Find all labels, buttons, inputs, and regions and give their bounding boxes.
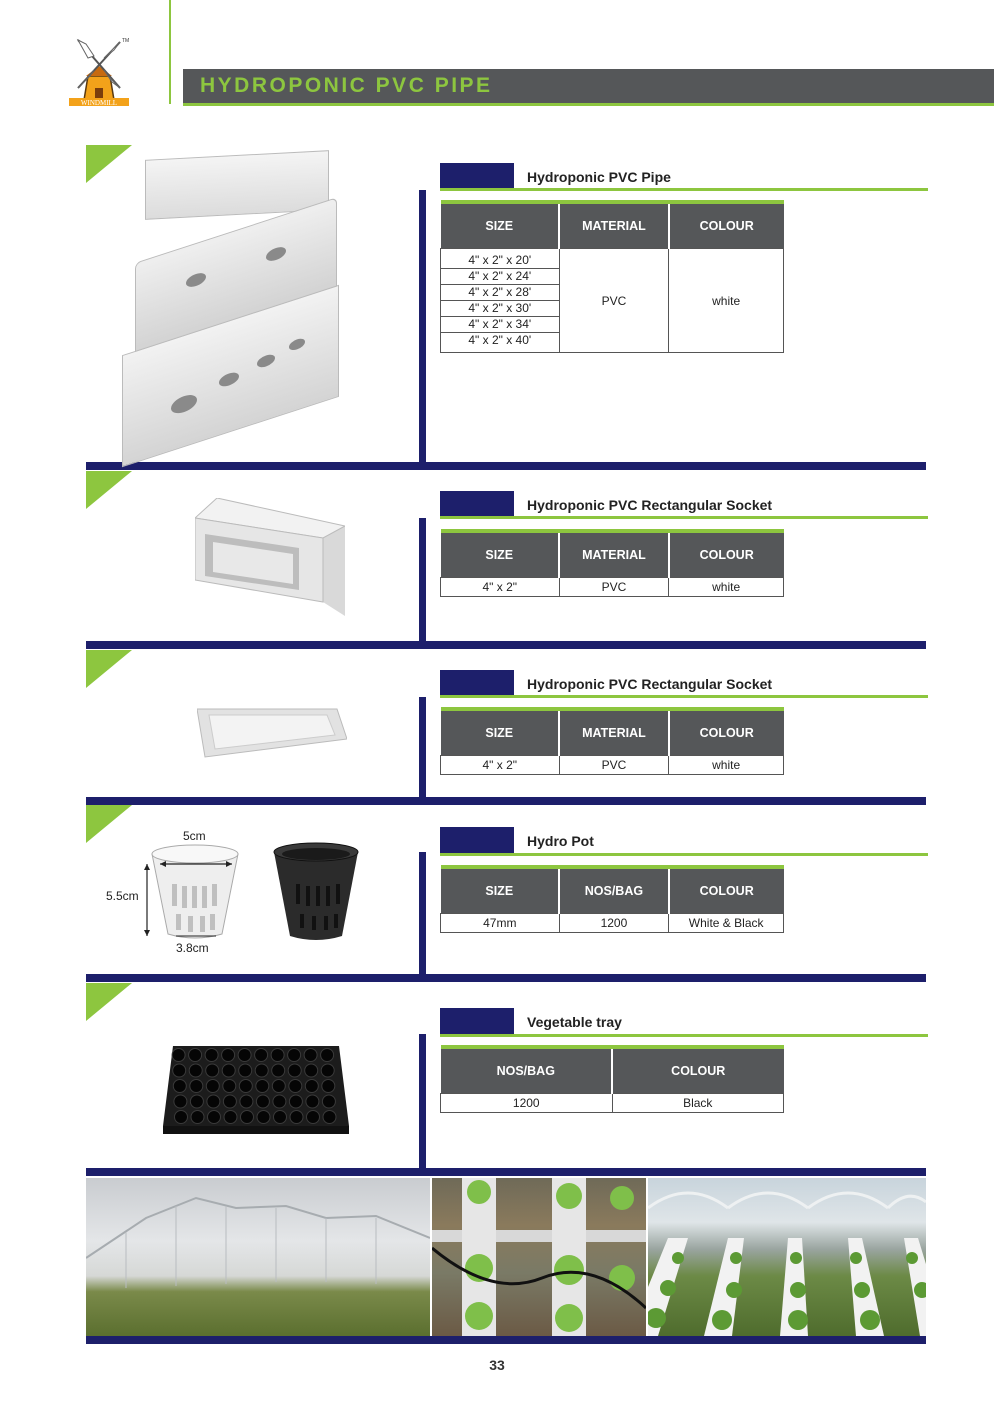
tray-cell: [241, 1111, 254, 1124]
greenhouse-photo: [86, 1178, 430, 1336]
section-hline-5: [86, 1168, 926, 1176]
tray-cell: [272, 1080, 285, 1093]
size-item: 4" x 2" x 30': [441, 301, 559, 317]
product-title-4: Hydro Pot: [527, 833, 594, 849]
col-header-material: MATERIAL: [559, 202, 669, 249]
size-item: 4" x 2" x 34': [441, 317, 559, 333]
tray-cell: [191, 1111, 204, 1124]
tray-cell: [271, 1049, 284, 1062]
dimension-bottom-label: 3.8cm: [176, 941, 209, 955]
tray-cell: [274, 1111, 287, 1124]
colour-cell: white: [669, 756, 784, 775]
label-block-2: [440, 491, 514, 517]
tray-cell: [307, 1111, 320, 1124]
section-vline-3: [419, 697, 426, 800]
tray-cell: [189, 1064, 202, 1077]
section-hline-4: [86, 974, 926, 982]
seedling-farm-photo: [648, 1178, 926, 1336]
tray-cell: [304, 1049, 317, 1062]
vegetable-tray-image: [163, 1044, 349, 1136]
label-line-5: [440, 1034, 928, 1037]
tray-cell: [306, 1095, 319, 1108]
header-divider: [169, 0, 171, 104]
tray-cell: [256, 1080, 269, 1093]
size-cell: 4" x 2": [441, 578, 560, 597]
tray-cell: [289, 1080, 302, 1093]
tray-cell: [208, 1111, 221, 1124]
col-header-size: SIZE: [441, 202, 560, 249]
tray-cell: [240, 1095, 253, 1108]
colour-cell: white: [669, 249, 784, 353]
spec-table-1: [440, 200, 784, 353]
label-line-2: [440, 516, 928, 519]
footer-bar: [86, 1336, 926, 1344]
col-header-colour: COLOUR: [669, 202, 784, 249]
section-corner-3: [86, 650, 132, 688]
tray-cell: [190, 1080, 203, 1093]
tray-cell: [288, 1049, 301, 1062]
spec-table-5: NOS/BAG COLOUR 1200 Black: [440, 1045, 784, 1113]
tray-cell: [322, 1095, 335, 1108]
colour-cell: Black: [612, 1094, 783, 1113]
tray-cell: [239, 1064, 252, 1077]
label-block-4: [440, 827, 514, 853]
tray-cell: [288, 1064, 301, 1077]
colour-cell: White & Black: [669, 914, 784, 933]
tray-cell: [321, 1049, 334, 1062]
product-title-2: Hydroponic PVC Rectangular Socket: [527, 497, 773, 513]
tray-cell: [222, 1064, 235, 1077]
section-corner-4: [86, 805, 132, 843]
white-hydro-pot-image: [140, 838, 250, 944]
size-item: 4" x 2" x 28': [441, 285, 559, 301]
tray-cell: [173, 1080, 186, 1093]
section-vline-2: [419, 518, 426, 642]
tray-cell: [174, 1095, 187, 1108]
product-title-1: Hydroponic PVC Pipe: [527, 169, 671, 185]
label-line-1: [440, 188, 928, 191]
material-cell: PVC: [559, 249, 669, 353]
tray-cell: [273, 1095, 286, 1108]
size-cell: [441, 249, 560, 353]
tray-cell: [175, 1111, 188, 1124]
tray-cell: [223, 1095, 236, 1108]
tray-cell: [323, 1111, 336, 1124]
tray-cell: [189, 1049, 202, 1062]
black-hydro-pot-image: [272, 840, 360, 944]
tray-cell: [173, 1064, 186, 1077]
rect-socket-image: [195, 498, 345, 616]
product-title-3: Hydroponic PVC Rectangular Socket: [527, 676, 773, 692]
nos-bag-cell: 1200: [441, 1094, 613, 1113]
size-cell: 4" x 2": [441, 756, 560, 775]
label-block-5: [440, 1008, 514, 1034]
product-title-5: Vegetable tray: [527, 1014, 622, 1030]
section-corner-2: [86, 471, 132, 509]
tray-cell: [305, 1080, 318, 1093]
section-corner-5: [86, 983, 132, 1021]
section-hline-1: [86, 462, 926, 470]
label-line-3: [440, 695, 928, 698]
page-title: HYDROPONIC PVC PIPE: [200, 74, 493, 97]
nos-bag-cell: 1200: [559, 914, 669, 933]
tray-cell: [255, 1049, 268, 1062]
tray-cell: [190, 1095, 203, 1108]
tray-cell: [206, 1080, 219, 1093]
size-item: 4" x 2" x 40': [468, 333, 532, 347]
tray-cell: [222, 1049, 235, 1062]
size-item: 4" x 2" x 24': [441, 269, 559, 285]
label-block-1: [440, 163, 514, 189]
title-underline: [183, 103, 994, 106]
dimension-top-label: 5cm: [183, 829, 206, 843]
spec-table-4: SIZE NOS/BAG COLOUR 47mm 1200 White & Black: [440, 865, 784, 933]
socket-cover-image: [197, 705, 347, 760]
colour-cell: white: [669, 578, 784, 597]
dimension-height-label: 5.5cm: [106, 889, 139, 903]
windmill-logo: [66, 30, 132, 108]
tray-cell: [290, 1111, 303, 1124]
tray-cell: [256, 1095, 269, 1108]
tray-cell: [224, 1111, 237, 1124]
section-hline-3: [86, 797, 926, 805]
section-vline-1: [419, 190, 426, 463]
tray-cell: [172, 1049, 185, 1062]
section-corner-1: [86, 145, 132, 183]
spec-table-2: SIZE MATERIAL COLOUR 4" x 2" PVC white: [440, 529, 784, 597]
tray-cell: [206, 1064, 219, 1077]
logo-text: WINDMILL: [80, 99, 118, 107]
section-vline-4: [419, 852, 426, 976]
tray-cell: [205, 1049, 218, 1062]
tray-cell: [239, 1080, 252, 1093]
material-cell: PVC: [559, 756, 669, 775]
tray-cell: [238, 1049, 251, 1062]
tray-cell: [207, 1095, 220, 1108]
size-item: 4" x 2" x 20': [441, 253, 559, 269]
tray-cell: [289, 1095, 302, 1108]
tray-cell: [257, 1111, 270, 1124]
tray-cell: [322, 1080, 335, 1093]
material-cell: PVC: [559, 578, 669, 597]
size-cell: 47mm: [441, 914, 560, 933]
section-hline-2: [86, 641, 926, 649]
label-line-4: [440, 853, 928, 856]
tray-cell: [223, 1080, 236, 1093]
page-number: 33: [489, 1357, 505, 1373]
hydroponic-lettuce-photo: [432, 1178, 646, 1336]
tray-cell: [305, 1064, 318, 1077]
label-block-3: [440, 670, 514, 696]
tray-cell: [255, 1064, 268, 1077]
logo-tm: TM: [122, 38, 130, 44]
tray-cell: [272, 1064, 285, 1077]
tray-cell: [321, 1064, 334, 1077]
section-vline-5: [419, 1034, 426, 1172]
spec-table-3: SIZE MATERIAL COLOUR 4" x 2" PVC white: [440, 707, 784, 775]
